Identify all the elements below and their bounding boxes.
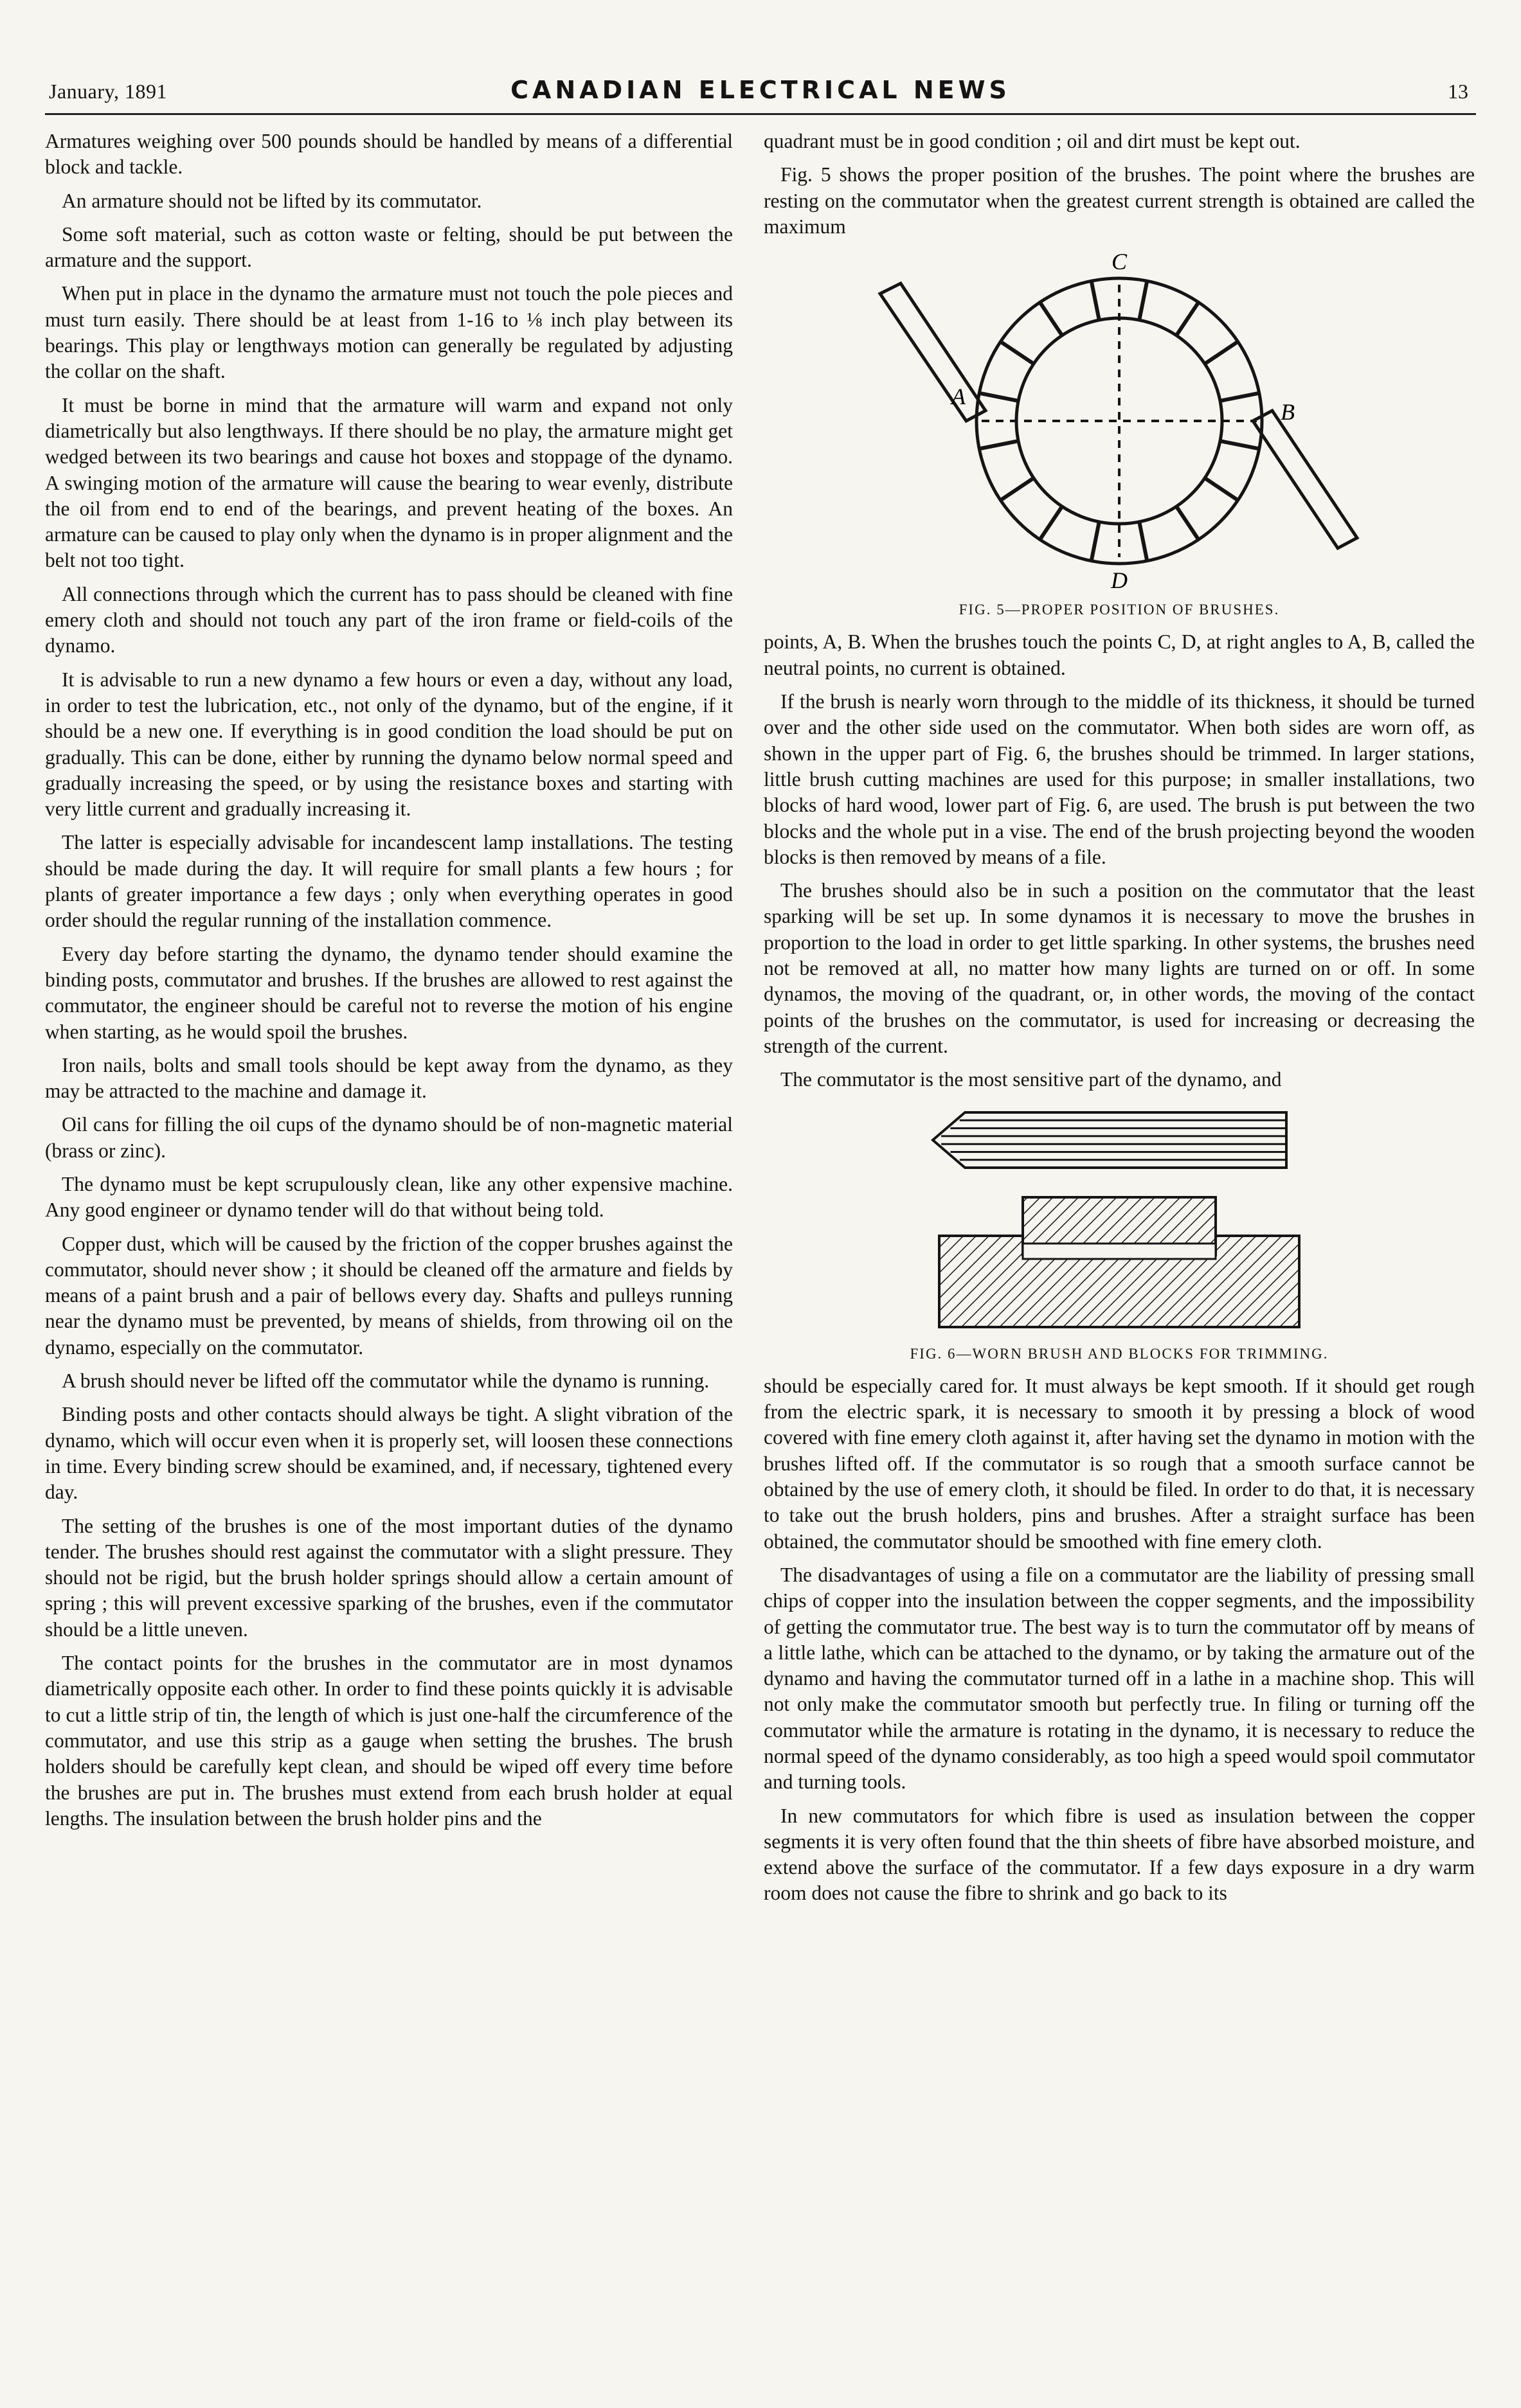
paragraph: The disadvantages of using a file on a commutator are the liability of pressing small chips of copper into the insulation between the copper segments, and the impossibility of getting the commutator true. The best way is to turn the commutator off by means of a little lathe, which can be attached to the dynamo, or by taking the armature out of the dynamo and having the commutator turned off in a lathe in a machine shop. This will not only make the commutator smooth but perfectly true. In filing or turning off the commutator while the armature is rotating in the dynamo, it is necessary to reduce the normal speed of the dynamo considerably, as too high a speed would spoil commutator and turning tools. [764, 1563, 1475, 1794]
paragraph: The brushes should also be in such a position on the commutator that the least sparking will be set up. In some dynamos it is necessary to move the brushes in proportion to the load in order to get little sparking. In other systems, the brushes need not be removed at all, no matter how many lights are turned on or off. In some dynamos, the moving of the quadrant, or, in other words, the moving of the contact points of the brushes on the commutator, is used for increasing or decreasing the strength of the current. [764, 879, 1475, 1057]
paragraph: The latter is especially advisable for incandescent lamp installations. The testing should be made during the day. It will require for small plants a few hours ; for plants of greater importance a few days ; only when everything operates in good order should the regular running of the installation commence. [45, 831, 733, 932]
paragraph: points, A, B. When the brushes touch the points C, D, at right angles to A, B, called the neutral points, no current is obtained. [764, 630, 1475, 679]
header-rule [45, 113, 1476, 115]
segment-divider [979, 393, 1018, 401]
segment-divider [1139, 522, 1147, 561]
paragraph: Binding posts and other contacts should always be tight. A slight vibration of the dynamo, which will occur even when it is properly set, will loosen these connections in time. Every binding screw should be examined, and, if necessary, tightened every day. [45, 1403, 733, 1504]
paragraph: Fig. 5 shows the proper position of the brushes. The point where the brushes are resting on the commutator when the greatest current strength is obtained are called the maximum [764, 163, 1475, 238]
brush-b [1253, 411, 1357, 548]
paragraph: An armature should not be lifted by its commutator. [62, 189, 482, 212]
segment-divider [1205, 478, 1238, 500]
paragraph: The commutator is the most sensitive part of the dynamo, and [780, 1068, 1282, 1091]
label-d: D [1111, 567, 1128, 594]
label-c: C [1111, 249, 1128, 275]
left-column [45, 129, 733, 1839]
worn-brush [933, 1112, 1286, 1168]
paragraph: The contact points for the brushes in the commutator are in most dynamos diametrically opposite each other. In order to find these points quickly it is advisable to cut a little strip of tin, the length of which is just one-half the circumference of the commutator, and use this strip as a gauge when setting the brushes. The brush holders should be carefully kept clean, and should be wiped off every time before the brushes are put in. The brushes must extend from each brush holder at equal lengths. The insulation between the brush holder pins and the [45, 1652, 733, 1830]
paragraph: It is advisable to run a new dynamo a few hours or even a day, without any load, in order to test the lubrication, etc., not only of the dynamo, but of the engine, if it should be a new one. If everything is in good condition the load should be put on gradually. This can be done, either by running the dynamo below normal speed and gradually increasing the speed, or by using the resistance boxes and starting with very little current and gradually increasing it. [45, 668, 733, 821]
label-a: A [951, 384, 966, 410]
figure-6-caption: FIG. 6—WORN BRUSH AND BLOCKS FOR TRIMMING. [910, 1345, 1329, 1362]
right-column [764, 129, 1475, 1914]
segment-divider [979, 441, 1018, 449]
paragraph: Some soft material, such as cotton waste or felting, should be put between the armature and the support. [45, 222, 733, 272]
paragraph: If the brush is nearly worn through to the middle of its thickness, it should be turned over and the other side used on the commutator. When both sides are worn off, as shown in the upper part of Fig. 6, the brushes should be trimmed. In larger stations, little brush cutting machines are used for this purpose; in smaller installations, two blocks of hard wood, lower part of Fig. 6, are used. The brush is put between the two blocks and the whole put in a vise. The end of the brush projecting beyond the wooden blocks is then removed by means of a file. [764, 690, 1475, 868]
paragraph: All connections through which the current has to pass should be cleaned with fine emery cloth and should not touch any part of the iron frame or field-coils of the dynamo. [45, 582, 733, 657]
segment-divider [1040, 303, 1062, 336]
commutator-outer-ring [977, 278, 1262, 564]
segment-divider [1220, 393, 1259, 401]
publication-title: CANADIAN ELECTRICAL NEWS [510, 76, 1011, 104]
brush-slot [1023, 1244, 1216, 1259]
paragraph: In new commutators for which fibre is used as insulation between the copper segments it is very often found that the thin sheets of fibre have absorbed moisture, and extend above the surface of the commutator. If a few days exposure in a dry warm room does not cause the fibre to shrink and go back to its [764, 1804, 1475, 1905]
segment-divider [1092, 522, 1099, 561]
paragraph: should be especially cared for. It must always be kept smooth. If it should get rough from the electric spark, it is necessary to smooth it by pressing a block of wood covered with fine emery cloth against it, after having set the dynamo in motion with the brushes lifted off. If the commutator is so rough that a smooth surface cannot be obtained by the use of emery cloth, it should be filed. In order to do that, it is necessary to take out the brush holders, pins and brushes. After a straight surface has been obtained, the commutator should be smoothed with fine emery cloth. [764, 1374, 1475, 1553]
segment-divider [1176, 506, 1198, 540]
axis-lines [982, 285, 1257, 557]
figure-6 [764, 1101, 1475, 1367]
worn-brush-diagram [894, 1101, 1344, 1339]
paragraph: quadrant must be in good condition ; oil and dirt must be kept out. [764, 130, 1300, 152]
paragraph: The dynamo must be kept scrupulously clean, like any other expensive machine. Any good engineer or dynamo tender will do that without being told. [45, 1172, 733, 1222]
figure-5-caption: FIG. 5—PROPER POSITION OF BRUSHES. [959, 602, 1280, 618]
segment-divider [1092, 281, 1099, 320]
paragraph: Copper dust, which will be caused by the friction of the copper brushes against the commutator, should never show ; it should be cleaned off the armature and fields by means of a paint brush and a pair of bellows every day. Shafts and pulleys running near the dynamo must be prevented, by means of shields, from throwing oil on the dynamo, especially on the commutator. [45, 1232, 733, 1359]
segment-divider [1000, 478, 1034, 500]
paragraph: A brush should never be lifted off the commutator while the dynamo is running. [62, 1369, 710, 1393]
segment-divider [1205, 342, 1238, 364]
figure-5 [764, 247, 1475, 623]
page-header [45, 76, 1476, 114]
paragraph: Iron nails, bolts and small tools should be kept away from the dynamo, as they may be attracted to the machine and damage it. [45, 1053, 733, 1103]
brush-a [880, 283, 986, 421]
page-number: 13 [1448, 80, 1468, 103]
segment-divider [1040, 506, 1062, 540]
upper-block [1023, 1197, 1216, 1250]
issue-date: January, 1891 [49, 80, 167, 103]
paragraph: Every day before starting the dynamo, the dynamo tender should examine the binding posts, commutator and brushes. If the brushes are allowed to rest against the commutator, the engineer should be careful not to reverse the motion of his engine when starting, as he would spoil the brushes. [45, 942, 733, 1043]
segment-divider [1176, 303, 1198, 336]
paragraph: When put in place in the dynamo the armature must not touch the pole pieces and must turn easily. There should be at least from 1-16 to ⅛ inch play between its bearings. This play or lengthways motion can generally be regulated by adjusting the collar on the shaft. [45, 282, 733, 383]
paragraph: Oil cans for filling the oil cups of the dynamo should be of non-magnetic material (brass or zinc). [45, 1113, 733, 1162]
label-b: B [1281, 399, 1295, 425]
segment-divider [1220, 441, 1259, 449]
brush-position-diagram [856, 247, 1383, 594]
commutator-segments [979, 281, 1259, 560]
trimming-blocks [939, 1197, 1299, 1327]
newspaper-page [45, 0, 1476, 2408]
paragraph: The setting of the brushes is one of the most important duties of the dynamo tender. The brushes should rest against the commutator with a slight pressure. They should not be rigid, but the brush holder springs should allow a certain amount of spring ; this will prevent excessive sparking of the brushes, even if the commutator should be a little uneven. [45, 1514, 733, 1641]
paragraph: It must be borne in mind that the armature will warm and expand not only diametrically but also lengthways. If there should be no play, the armature might get wedged between its two bearings and cause hot boxes and stoppage of the dynamo. A swinging motion of the armature will cause the bearing to wear evenly, distribute the oil from end to end of the bearings, and prevent heating of the boxes. An armature can be caused to play only when the dynamo is in proper alignment and the belt not too tight. [45, 393, 733, 572]
segment-divider [1139, 281, 1147, 320]
segment-divider [1000, 342, 1034, 364]
paragraph: Armatures weighing over 500 pounds should be handled by means of a differential block and tackle. [45, 130, 733, 179]
